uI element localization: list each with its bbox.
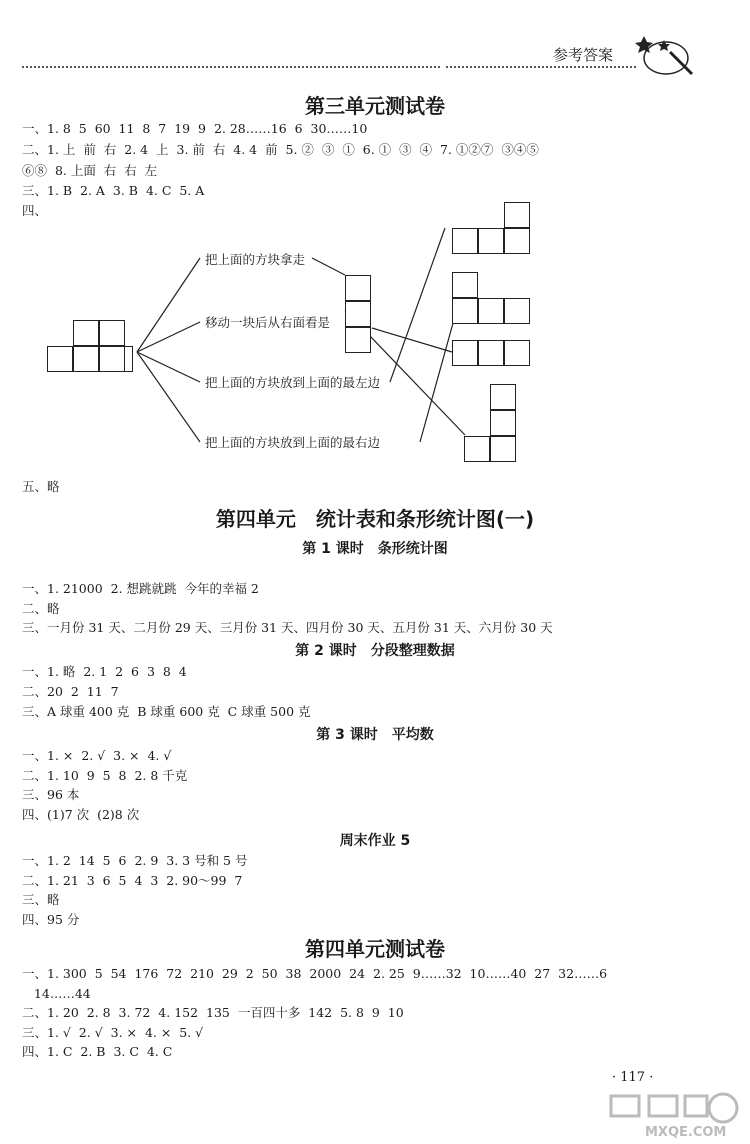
cube [47, 346, 73, 372]
answer-line: 一、1. 略 2. 1 2 6 3 8 4 [22, 664, 187, 679]
header-label: 参考答案 [553, 46, 614, 64]
cube [73, 346, 99, 372]
diagram-label: 把上面的方块放到上面的最左边 [205, 375, 381, 390]
cube [452, 272, 478, 298]
cube [125, 346, 133, 372]
diagram-label: 把上面的方块放到上面的最右边 [205, 435, 381, 450]
answer-line: 三、略 [22, 892, 60, 907]
cube-matching-diagram [0, 200, 560, 480]
answer-line: 四、95 分 [22, 912, 80, 927]
answer-line: 二、20 2 11 7 [22, 684, 119, 699]
answer-line: 四、 [22, 203, 48, 218]
cube [345, 327, 371, 353]
answer-line: 一、1. 21000 2. 想跳就跳 今年的幸福 2 [22, 581, 259, 596]
diagram-label: 把上面的方块拿走 [205, 252, 306, 267]
answer-line: 14……44 [22, 986, 91, 1001]
header-rule-right [446, 66, 636, 68]
cube [452, 228, 478, 254]
unit4-test-title: 第四单元测试卷 [305, 937, 445, 961]
cube [490, 436, 516, 462]
answer-line: 一、1. × 2. √ 3. × 4. √ [22, 748, 172, 763]
header-rule-left [22, 66, 440, 68]
unit3-test-title: 第三单元测试卷 [305, 94, 445, 118]
answer-line: 三、96 本 [22, 787, 80, 802]
lesson3-title: 第 3 课时 平均数 [316, 727, 434, 743]
watermark-text: MXQE.COM [645, 1125, 727, 1140]
weekend-title: 周末作业 5 [339, 833, 411, 849]
cube [99, 320, 125, 346]
answer-line: ⑥⑧ 8. 上面 右 右 左 [22, 163, 158, 178]
unit4-title: 第四单元 统计表和条形统计图(一) [215, 507, 535, 531]
cube [452, 298, 478, 324]
answer-line: 一、1. 2 14 5 6 2. 9 3. 3 号和 5 号 [22, 853, 248, 868]
page-number: · 117 · [612, 1070, 654, 1085]
cube [504, 228, 530, 254]
answer-line: 一、1. 300 5 54 176 72 210 29 2 50 38 2000 24 2. 25 9……32 10……40 27 32……6 [22, 966, 608, 981]
cube [478, 298, 504, 324]
cube [345, 275, 371, 301]
watermark [605, 1090, 745, 1140]
diagram-label: 移动一块后从右面看是 [205, 315, 331, 330]
answer-line: 三、1. B 2. A 3. B 4. C 5. A [22, 183, 205, 198]
answer-line: 三、一月份 31 天、二月份 29 天、三月份 31 天、四月份 30 天、五月份 31 天、六月份 30 天 [22, 620, 553, 635]
cube [464, 436, 490, 462]
cube [504, 202, 530, 228]
cube [478, 228, 504, 254]
cube [478, 340, 504, 366]
cube [99, 346, 125, 372]
lesson1-title: 第 1 课时 条形统计图 [302, 541, 448, 557]
answer-line: 二、1. 20 2. 8 3. 72 4. 152 135 一百四十多 142 5. 8 9 10 [22, 1005, 404, 1020]
answer-line: 四、1. C 2. B 3. C 4. C [22, 1044, 173, 1059]
cube [490, 410, 516, 436]
cube [504, 340, 530, 366]
answer-line: 三、1. √ 2. √ 3. × 4. × 5. √ [22, 1025, 204, 1040]
answer-line: 四、(1)7 次 (2)8 次 [22, 807, 140, 822]
answer-line: 二、1. 上 前 右 2. 4 上 3. 前 右 4. 4 前 5. ② ③ ① 6. ① ③ ④ 7. ①②⑦ ③④⑤ [22, 142, 539, 157]
cube [345, 301, 371, 327]
lesson2-title: 第 2 课时 分段整理数据 [295, 643, 455, 659]
answer-line: 五、略 [22, 479, 60, 494]
answer-line: 二、1. 21 3 6 5 4 3 2. 90～99 7 [22, 873, 243, 888]
cube [490, 384, 516, 410]
answer-line: 二、1. 10 9 5 8 2. 8 千克 [22, 768, 188, 783]
cube [504, 298, 530, 324]
answer-line: 一、1. 8 5 60 11 8 7 19 9 2. 28……16 6 30……10 [22, 121, 368, 136]
star-logo-icon [634, 22, 694, 82]
answer-line: 三、A 球重 400 克 B 球重 600 克 C 球重 500 克 [22, 704, 311, 719]
cube [452, 340, 478, 366]
cube [73, 320, 99, 346]
watermark-logo-icon [605, 1090, 745, 1140]
answer-line: 二、略 [22, 601, 60, 616]
